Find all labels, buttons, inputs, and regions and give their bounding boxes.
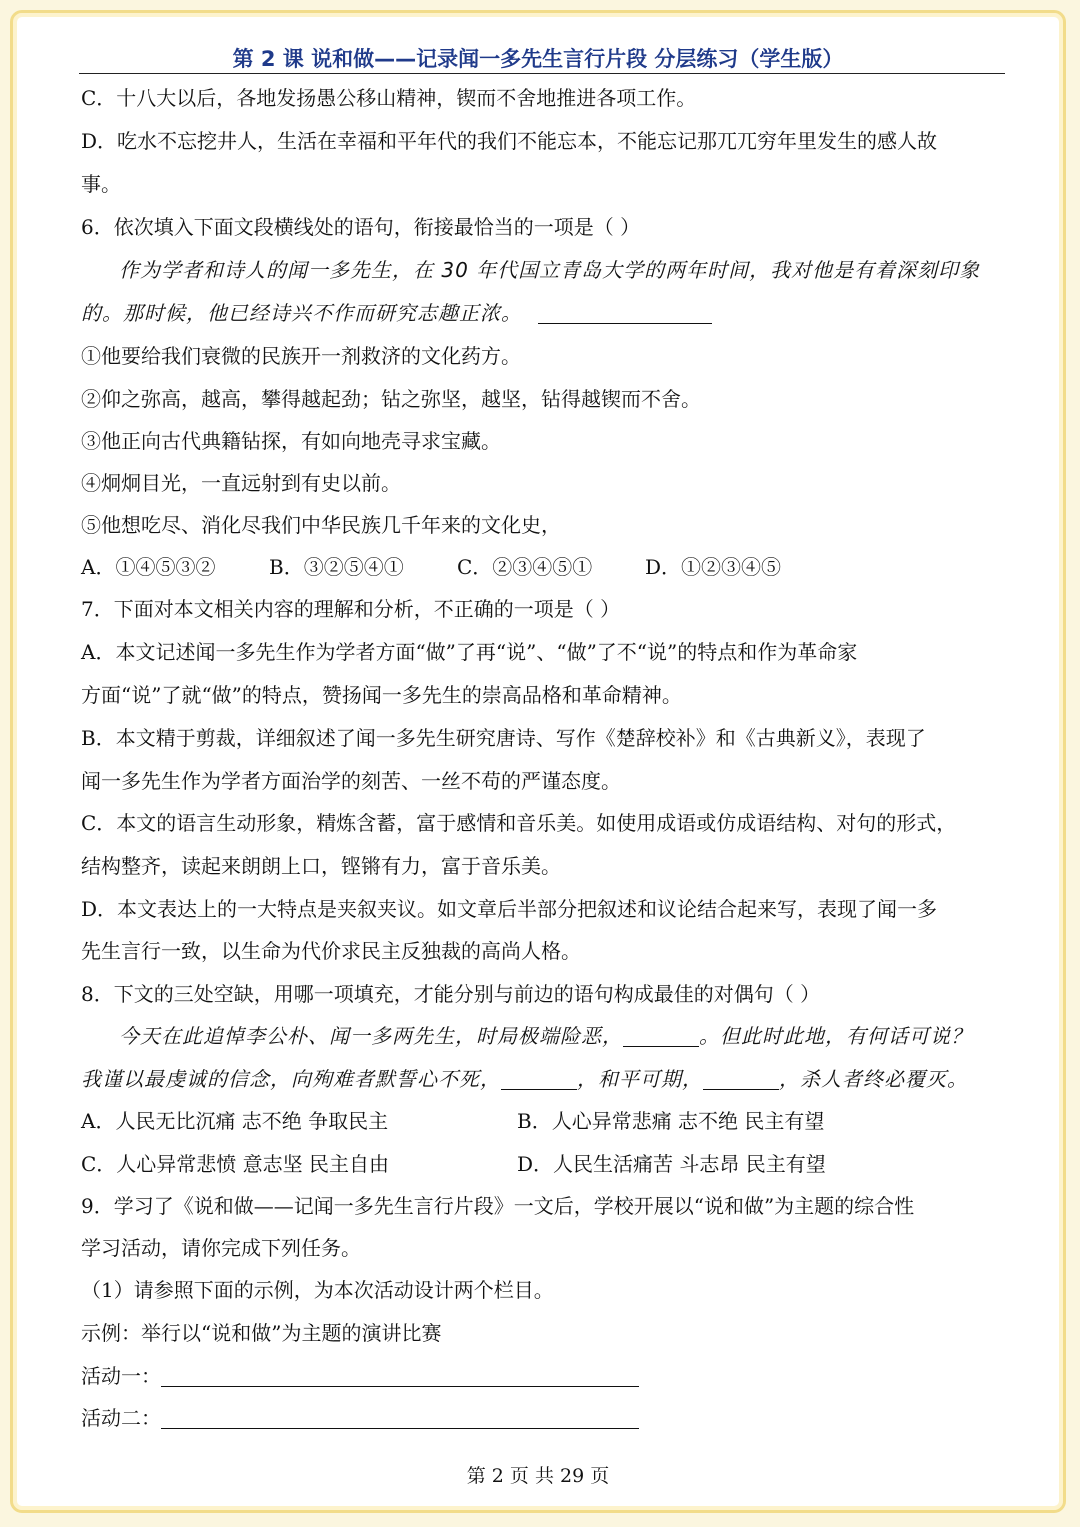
q9-example: 示例：举行以“说和做”为主题的演讲比赛 (81, 1321, 442, 1345)
q8-passage-text-2: 。但此时此地，有何话可说？ (699, 1024, 972, 1048)
q8-passage-text-4: ，和平可期， (577, 1067, 703, 1091)
q8-blank-1[interactable] (623, 1026, 699, 1047)
q7-option-a-line2: 方面“说”了就“做”的特点，赞扬闻一多先生的崇高品格和革命精神。 (81, 683, 682, 707)
q8-stem: 8．下文的三处空缺，用哪一项填充，才能分别与前边的语句构成最佳的对偶句（ ） (81, 982, 821, 1006)
q9-activity-1 (81, 1361, 1011, 1391)
q8-passage-text-1: 今天在此追悼李公朴、闻一多两先生，时局极端险恶， (119, 1024, 623, 1048)
q8-option-d[interactable]: D．人民生活痛苦 斗志昂 民主有望 (517, 1152, 826, 1176)
q5-option-c: C．十八大以后，各地发扬愚公移山精神，锲而不舍地推进各项工作。 (81, 86, 697, 110)
q6-sentence-3: ③他正向古代典籍钻探，有如向地壳寻求宝藏。 (81, 429, 501, 453)
q7-option-d-line2: 先生言行一致，以生命为代价求民主反独裁的高尚人格。 (81, 939, 581, 963)
page-number: 第 2 页 共 29 页 (466, 1465, 610, 1487)
q5-option-d: D．吃水不忘挖井人，生活在幸福和平年代的我们不能忘本，不能忘记那兀兀穷年里发生的感人故 (81, 129, 938, 153)
q7-option-c-line2: 结构整齐，读起来朗朗上口，铿锵有力，富于音乐美。 (81, 854, 561, 878)
q6-sentence-4: ④炯炯目光，一直远射到有史以前。 (81, 471, 401, 495)
worksheet-page (10, 10, 1066, 1513)
q7-option-a-line1: A．本文记述闻一多先生作为学者方面“做”了再“说”、“做”了不“说”的特点和作为革命家 (81, 640, 858, 664)
q6-stem: 6．依次填入下面文段横线处的语句，衔接最恰当的一项是（ ） (81, 215, 641, 239)
q6-passage-line2 (81, 298, 1011, 328)
q6-passage-line1: 作为学者和诗人的闻一多先生，在 30 年代国立青岛大学的两年时间，我对他是有着深刻印象 (119, 258, 981, 282)
q9-task-1: （1）请参照下面的示例，为本次活动设计两个栏目。 (81, 1278, 554, 1302)
q6-passage-text: 的。那时候，他已经诗兴不作而研究志趣正浓。 (81, 301, 522, 325)
q7-stem: 7．下面对本文相关内容的理解和分析，不正确的一项是（ ） (81, 597, 621, 621)
activity-2-answer-line[interactable] (161, 1408, 639, 1429)
q8-passage-text-3: 我谨以最虔诚的信念，向殉难者默誓心不死， (81, 1067, 501, 1091)
q8-blank-2[interactable] (501, 1069, 577, 1090)
q6-option-d[interactable]: D．①②③④⑤ (645, 555, 782, 579)
q6-option-a[interactable]: A．①④⑤③② (81, 555, 216, 579)
activity-1-answer-line[interactable] (161, 1366, 639, 1387)
activity-2-label: 活动二： (81, 1406, 161, 1430)
q5-option-d-cont: 事。 (81, 172, 121, 196)
q6-answer-blank[interactable] (538, 303, 712, 324)
q8-passage-text-5: ，杀人者终必覆灭。 (779, 1067, 968, 1091)
q7-option-d-line1: D．本文表达上的一大特点是夹叙夹议。如文章后半部分把叙述和议论结合起来写，表现了闻一多 (81, 897, 938, 921)
activity-1-label: 活动一： (81, 1364, 161, 1388)
q8-passage-line2 (81, 1064, 1011, 1094)
q6-sentence-5: ⑤他想吃尽、消化尽我们中华民族几千年来的文化史， (81, 513, 561, 537)
q7-option-b-line1: B．本文精于剪裁，详细叙述了闻一多先生研究唐诗、写作《楚辞校补》和《古典新义》，表现了 (81, 726, 926, 750)
q7-option-c-line1: C．本文的语言生动形象，精炼含蓄，富于感情和音乐美。如使用成语或仿成语结构、对句的形式， (81, 811, 957, 835)
q9-activity-2 (81, 1403, 1011, 1433)
q7-option-b-line2: 闻一多先生作为学者方面治学的刻苦、一丝不苟的严谨态度。 (81, 769, 621, 793)
q6-sentence-1: ①他要给我们衰微的民族开一剂救济的文化药方。 (81, 344, 521, 368)
q9-stem-line1: 9．学习了《说和做——记闻一多先生言行片段》一文后，学校开展以“说和做”为主题的综合性 (81, 1194, 915, 1218)
page-header-title: 第 2 课 说和做——记录闻一多先生言行片段 分层练习（学生版） (232, 47, 844, 71)
q8-passage-line1 (119, 1021, 1009, 1051)
q8-option-c[interactable]: C．人心异常悲愤 意志坚 民主自由 (81, 1152, 390, 1176)
q8-option-b[interactable]: B．人心异常悲痛 志不绝 民主有望 (517, 1109, 825, 1133)
q8-option-a[interactable]: A．人民无比沉痛 志不绝 争取民主 (81, 1109, 389, 1133)
q6-option-b[interactable]: B．③②⑤④① (269, 555, 404, 579)
header-rule (79, 73, 1005, 74)
q9-stem-line2: 学习活动，请你完成下列任务。 (81, 1236, 361, 1260)
q6-sentence-2: ②仰之弥高，越高，攀得越起劲；钻之弥坚，越坚，钻得越锲而不舍。 (81, 387, 701, 411)
q8-blank-3[interactable] (703, 1069, 779, 1090)
q6-option-c[interactable]: C．②③④⑤① (457, 555, 593, 579)
